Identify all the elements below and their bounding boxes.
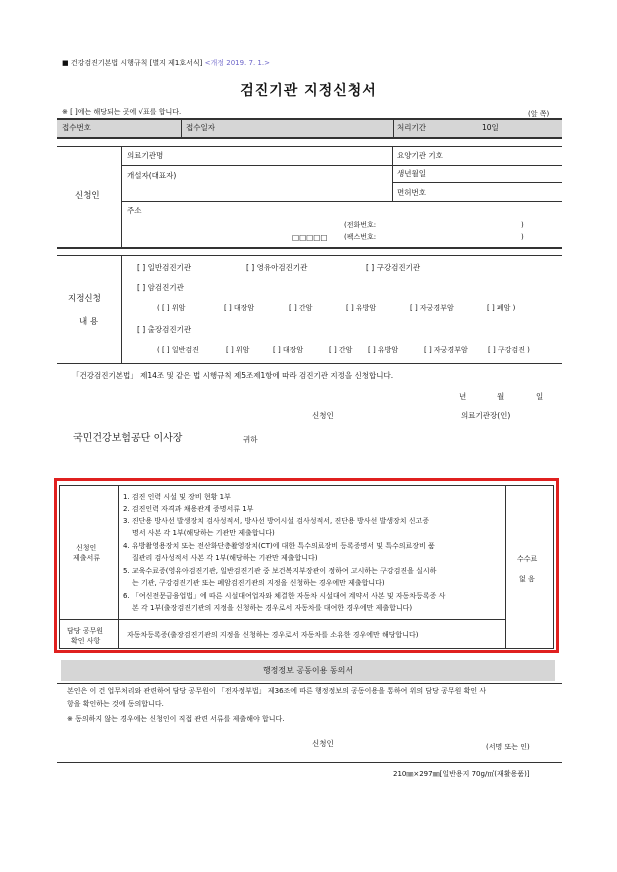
receipt-divider <box>181 120 182 137</box>
checkbox-mobile-liver[interactable]: [ ] 간암 <box>329 346 353 354</box>
applicant-section-label: 신청인 <box>75 191 100 201</box>
care-code-label: 요양기관 기호 <box>397 151 443 160</box>
recipient-name: 국민건강보험공단 이사장 <box>73 433 183 444</box>
checkbox-mobile-breast[interactable]: [ ] 유방암 <box>368 346 399 354</box>
document-item: 4. 유방촬영용장치 또는 전산화단층촬영장치(CT)에 대한 특수의료장비 등록증명서 및 특수의료장비 품 <box>123 542 435 550</box>
fax-close: ) <box>521 233 524 241</box>
license-number-label: 면허번호 <box>397 188 426 197</box>
date-year: 년 <box>459 392 467 401</box>
consent-text-2: 항을 확인하는 것에 동의합니다. <box>67 700 164 708</box>
checkbox-liver-cancer[interactable]: [ ] 간암 <box>289 304 313 312</box>
section-divider <box>121 146 122 247</box>
postal-code-boxes: □□□□□ <box>292 233 328 242</box>
checkbox-mobile-exam[interactable]: [ ] 출장검진기관 <box>137 325 192 334</box>
checkbox-general-exam[interactable]: [ ] 일반검진기관 <box>137 263 192 272</box>
officer-check-text: 자동차등록증(출장검진기관의 지정을 신청하는 경우로서 자동차를 소유한 경우에만 해당합니다) <box>127 631 419 639</box>
revision-note: <개정 2019. 7. 1.> <box>204 59 270 67</box>
declaration-text: 「건강검진기본법」 제14조 및 같은 법 시행규칙 제5조제1항에 따라 검진기관 지정을 신청합니다. <box>72 371 394 380</box>
recipient-honorific: 귀하 <box>243 435 258 444</box>
phone-label: (전화번호: <box>344 221 377 229</box>
officer-label-1: 담당 공무원 <box>67 627 104 635</box>
consent-note: ※ 동의하지 않는 경우에는 신청인이 직접 관련 서류를 제출해야 합니다. <box>67 715 285 723</box>
document-item: 3. 진단용 방사선 발생장치 검사성적서, 방사선 방어시설 검사성적서, 진단용 방사선 발생장치 신고증 <box>123 517 430 525</box>
consent-applicant-label: 신청인 <box>312 739 334 748</box>
checkbox-mobile-oral[interactable]: [ ] 구강검진 ) <box>488 346 530 354</box>
doc-divider <box>118 485 119 649</box>
document-item: 질관리 검사성적서 사본 각 1부(해당하는 기관만 제출합니다) <box>132 554 318 562</box>
checkbox-mobile-stomach[interactable]: [ ] 위암 <box>226 346 250 354</box>
form-rule-reference: ■ 건강검진기본법 시행규칙 [별지 제1호서식] <개정 2019. 7. 1.> <box>62 59 270 67</box>
row-border <box>57 137 562 139</box>
document-item: 는 기관, 구강검진기관 또는 폐암검진기관의 지정을 신청하는 경우에만 제출합니다) <box>132 579 385 587</box>
doc-row-border <box>59 619 505 620</box>
document-item: 본 각 1부(출장검진기관의 지정을 신청하는 경우로서 자동차를 대여한 경우에만 제출합니다) <box>132 604 413 612</box>
form-title: 검진기관 지정신청서 <box>240 83 377 99</box>
fee-label: 수수료 <box>517 555 538 563</box>
document-item: 2. 검진인력 자격과 채용관계 증명서류 1부 <box>123 505 254 513</box>
signature-field[interactable]: 의료기관장(인) <box>461 411 511 420</box>
documents-label-2: 제출서류 <box>73 554 101 562</box>
section-divider <box>121 255 122 363</box>
document-item: 5. 교육수료증(영유아검진기관, 일반검진기관 중 보건복지부장관이 정하여 고시하는 구강검진을 실시하 <box>123 567 437 575</box>
date-day: 일 <box>536 392 544 401</box>
field-border <box>392 182 562 183</box>
checkbox-breast-cancer[interactable]: [ ] 유방암 <box>346 304 377 312</box>
designation-label-1: 지정신청 <box>68 294 101 304</box>
consent-text-1: 본인은 이 건 업무처리와 관련하여 담당 공무원이 「전자정부법」 제36조에 따른 행정정보의 공동이용을 통하여 위의 담당 공무원 확인 사 <box>67 687 487 695</box>
paper-spec-footer: 210㎜×297㎜[일반용지 70g/㎡(재활용품)] <box>393 770 530 778</box>
declaration-applicant-label: 신청인 <box>312 411 334 420</box>
institution-name-label: 의료기관명 <box>127 151 164 160</box>
founder-label: 개설자(대표자) <box>127 171 177 180</box>
checkbox-oral-exam[interactable]: [ ] 구강검진기관 <box>366 263 421 272</box>
page-side-label: (앞 쪽) <box>528 110 550 118</box>
doc-divider <box>505 485 506 649</box>
document-item: 1. 검진 인력 시설 및 장비 현황 1부 <box>123 493 231 501</box>
consent-border <box>57 683 562 684</box>
consent-bottom-border <box>57 762 562 763</box>
field-border <box>121 165 562 166</box>
birth-date-label: 생년월일 <box>397 169 426 178</box>
row-border <box>57 363 562 364</box>
designation-label-2: 내 용 <box>79 317 99 327</box>
checkbox-mobile-colon[interactable]: [ ] 대장암 <box>273 346 304 354</box>
receipt-number-label: 접수번호 <box>62 123 91 132</box>
checkbox-infant-exam[interactable]: [ ] 영유아검진기관 <box>246 263 308 272</box>
document-item: 명서 사본 각 1부(해당하는 기관만 제출합니다) <box>132 529 275 537</box>
row-border <box>57 255 562 256</box>
consent-title: 행정정보 공동이용 동의서 <box>262 666 354 675</box>
phone-close: ) <box>521 221 524 229</box>
documents-label-1: 신청인 <box>76 544 97 552</box>
officer-label-2: 확인 사항 <box>71 637 101 645</box>
checkbox-stomach-cancer[interactable]: ( [ ] 위암 <box>157 304 186 312</box>
checkbox-cervical-cancer[interactable]: [ ] 자궁경부암 <box>410 304 454 312</box>
checkbox-mobile-cervical[interactable]: [ ] 자궁경부암 <box>424 346 468 354</box>
row-border <box>57 146 562 147</box>
field-divider <box>392 146 393 201</box>
checkbox-cancer-exam[interactable]: [ ] 암검진기관 <box>137 283 184 292</box>
consent-signature-field[interactable]: (서명 또는 인) <box>486 743 530 751</box>
field-border <box>121 201 562 202</box>
row-border <box>57 247 562 249</box>
instructions-text: ※ [ ]에는 해당되는 곳에 √표를 합니다. <box>62 108 182 116</box>
checkbox-lung-cancer[interactable]: [ ] 폐암 ) <box>487 304 516 312</box>
fee-value: 없 음 <box>519 575 535 583</box>
date-month: 월 <box>497 392 505 401</box>
document-item: 6. 「여신전문금융업법」에 따른 시설대여업자와 체결한 자동차 시설대여 계약서 사본 및 자동차등록증 사 <box>123 592 446 600</box>
fax-label: (팩스번호: <box>344 233 377 241</box>
address-label: 주소 <box>127 206 142 215</box>
processing-period-value: 10일 <box>482 123 499 132</box>
receipt-divider <box>393 120 394 137</box>
checkbox-mobile-general[interactable]: ( [ ] 일반검진 <box>157 346 199 354</box>
receipt-date-label: 접수일자 <box>186 123 215 132</box>
checkbox-colon-cancer[interactable]: [ ] 대장암 <box>224 304 255 312</box>
processing-period-label: 처리기간 <box>397 123 426 132</box>
